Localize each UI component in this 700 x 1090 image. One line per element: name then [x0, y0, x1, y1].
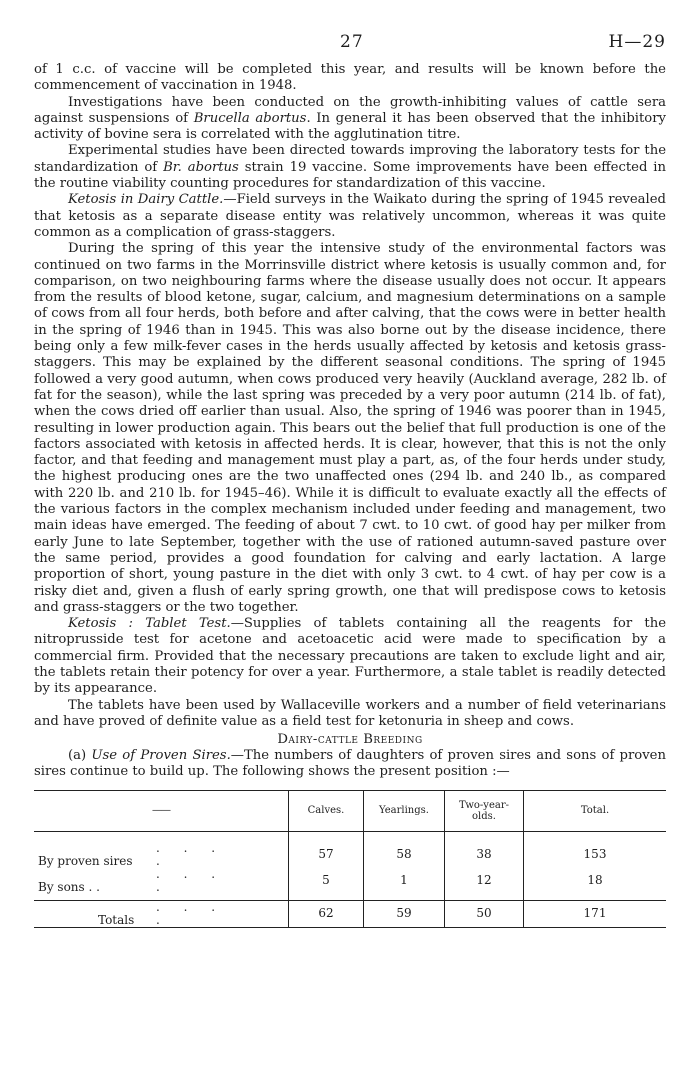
header-yearlings: Yearlings. [364, 790, 445, 831]
section-heading: Dairy-cattle Breeding [277, 732, 423, 748]
totals-label: Totals [98, 912, 135, 927]
paragraph: Experimental studies have been directed towards improving the laboratory tests for the standardization of Br. abortus strain 19 vaccine. Some improvements have been effected in the routine viability counting procedures for standardization of this vaccine. [34, 143, 667, 192]
row-label: By proven sires [38, 853, 133, 868]
header-two-year-olds: Two-year-olds. [445, 790, 524, 831]
cell: 1 [364, 868, 445, 894]
cell: 153 [524, 842, 667, 868]
cell: 18 [524, 868, 667, 894]
paragraph: Ketosis : Tablet Test.—Supplies of tablets containing all the reagents for the nitroprusside test for acetone and acetoacetic acid were made to specification by a commercial firm. Provided that the necessary precautions are taken to exclude light and air, the tablets retain their potency for over a year. Furthermore, a stale tablet is readily detected by its appearance. [34, 616, 666, 697]
table-row: By proven sires. . . . 57 58 38 153 [34, 842, 666, 868]
document-code: H—29 [608, 32, 666, 52]
cell: 38 [445, 842, 524, 868]
totals-row: Totals. . . . 62 59 50 171 [34, 900, 666, 927]
cell: 59 [364, 900, 445, 927]
header-calves: Calves. [289, 790, 364, 831]
paragraph: Ketosis in Dairy Cattle.—Field surveys in the Waikato during the spring of 1945 revealed that ketosis as a separate disease entity was relatively uncommon, whereas it was quite common as a complication of grass-staggers. [34, 192, 666, 240]
paragraph: (a) Use of Proven Sires.—The numbers of daughters of proven sires and sons of proven sires continue to build up. The following shows the present position :— [34, 748, 666, 780]
cell: 62 [289, 900, 364, 927]
page-header [34, 32, 666, 62]
document-page [34, 32, 666, 928]
header-total: Total. [524, 790, 667, 831]
paragraph: During the spring of this year the intensive study of the environmental factors was continued on two farms in the Morrinsville district where ketosis is usually common and, for comparison, on two neighbouring farms where the disease usually does not occur. It appears from the results of blood ketone, sugar, calcium, and magnesium determinations on a sample of cows from all four herds, both before and after calving, that the cows were in better health in the spring of 1946 than in 1945. This was also borne out by the disease incidence, there being only a few milk-fever cases in the herds usually affected by ketosis and ketosis grass-staggers. This may be explained by the different seasonal conditions. The spring of 1945 followed a very good autumn, when cows produced very heavily (Auckland average, 282 lb. of fat for the season), while the last spring was preceded by a very poor autumn (214 lb. of fat), when the cows dried off earlier than usual. Also, the spring of 1946 was poorer than in 1945, resulting in lower production again. This bears out the belief that full production is one of the factors associated with ketosis in affected herds. It is clear, however, that this is not the only factor, and that feeding and management must play a part, as, of the four herds under study, the highest producing ones are the two unaffected ones (294 lb. and 240 lb., as compared with 220 lb. and 210 lb. for 1945–46). While it is difficult to evaluate exactly all the effects of the various factors in the complex mechanism included under feeding and management, two main ideas have emerged. The feeding of about 7 cwt. to 10 cwt. of good hay per milker from early June to late September, together with the use of rationed autumn-saved pasture over the same period, provides a good foundation for calving and early lactation. A large proportion of short, young pasture in the diet with only 3 cwt. to 4 cwt. of hay per cow is a risky diet and, given a flush of early spring growth, one that will predispose cows to ketosis and grass-staggers or the two together. [34, 241, 666, 615]
cell: 57 [289, 842, 364, 868]
paragraph: The tablets have been used by Wallaceville workers and a number of field veterinarians and have proved of definite value as a field test for ketonuria in sheep and cows. [34, 697, 666, 729]
table-row: By sons . .. . . . 5 1 12 18 [34, 868, 666, 894]
paragraph: Investigations have been conducted on the growth-inhibiting values of cattle sera against suspensions of Brucella abortus. In general it has been observed that the inhibitory activity of bovine sera is correlated with the agglutination titre. [34, 94, 666, 143]
header-blank: —— [34, 790, 289, 831]
cell: 58 [364, 842, 445, 868]
body-text [34, 62, 666, 730]
cell: 5 [289, 868, 364, 894]
paragraph: of 1 c.c. of vaccine will be completed this year, and results will be known before the commencement of vaccination in 1948. [34, 62, 666, 94]
cell: 50 [445, 900, 524, 927]
row-label: By sons . . [38, 879, 100, 894]
table-header-row [34, 790, 666, 831]
breeding-table [34, 790, 666, 928]
cell: 12 [445, 868, 524, 894]
cell: 171 [524, 900, 667, 927]
page-number: 27 [340, 32, 364, 52]
